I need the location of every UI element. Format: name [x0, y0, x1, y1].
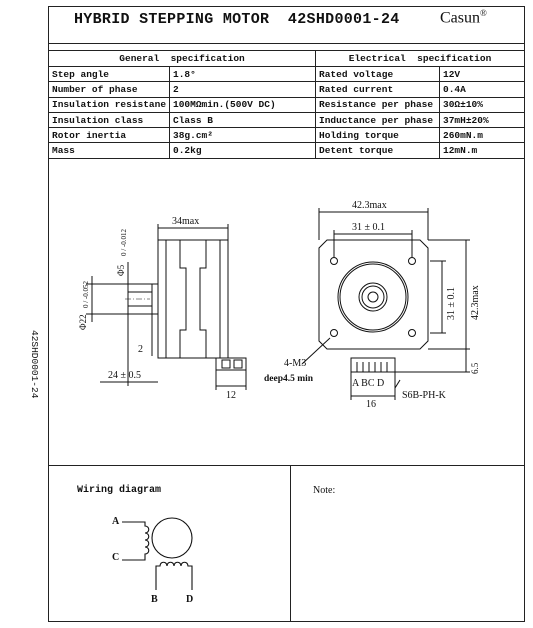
spec-value: 30Ω±10% [440, 97, 525, 112]
side-view [86, 224, 246, 390]
electrical-spec-header: Electrical specification [316, 51, 525, 67]
page-title: HYBRID STEPPING MOTOR 42SHD0001-24 [74, 11, 400, 28]
dim-hole-pitch-h: 31 ± 0.1 [352, 222, 385, 233]
dim-side-length: 34max [172, 216, 200, 227]
front-view [302, 208, 470, 400]
spec-label: Holding torque [316, 128, 440, 143]
mount-hole [409, 330, 416, 337]
wire-label-a: A [112, 516, 120, 527]
boss [152, 284, 158, 314]
spec-value: 100MΩmin.(500V DC) [170, 97, 316, 112]
dim-shaft-dia: Φ5 [116, 264, 126, 276]
spec-label: Rated voltage [316, 67, 440, 82]
spec-label: Resistance per phase [316, 97, 440, 112]
mount-hole [331, 330, 338, 337]
label-pins: A BC D [352, 378, 385, 389]
spec-value: 12V [440, 67, 525, 82]
general-spec-header: General specification [49, 51, 316, 67]
connector-front [351, 358, 395, 372]
spec-label: Detent torque [316, 143, 440, 158]
spec-value: 0.2kg [170, 143, 316, 158]
dim-shaft-length: 24 ± 0.5 [108, 370, 141, 381]
spec-value: 2 [170, 82, 316, 97]
spec-value: Class B [170, 112, 316, 127]
spec-label: Insulation class [49, 112, 170, 127]
mount-hole [409, 258, 416, 265]
dim-front-height: 42.3max [470, 285, 481, 320]
spec-label: Rated current [316, 82, 440, 97]
wire-label-b: B [151, 594, 158, 605]
spec-value: 37mH±20% [440, 112, 525, 127]
spec-value: 12mN.m [440, 143, 525, 158]
wire-label-c: C [112, 552, 120, 563]
registered-mark: ® [480, 8, 487, 18]
spec-value: 260mN.m [440, 128, 525, 143]
motor-body [158, 240, 228, 358]
dim-boss-tol: 0 / -0.052 [82, 280, 90, 308]
brand-name: Casun [440, 9, 480, 27]
dim-connector-offset: 6.5 [470, 362, 480, 374]
bottom-divider [290, 465, 291, 622]
mount-hole [331, 258, 338, 265]
spec-label: Mass [49, 143, 170, 158]
wiring-title: Wiring diagram [77, 485, 162, 496]
side-model-label: 42SHD0001-24 [29, 330, 40, 399]
dim-front-width: 42.3max [352, 200, 387, 211]
dim-hole-pitch-v: 31 ± 0.1 [446, 287, 457, 320]
dim-connector-length: 12 [226, 390, 236, 401]
label-connector: S6B-PH-K [402, 390, 446, 401]
spec-label: Rotor inertia [49, 128, 170, 143]
dim-shaft-tol: 0 / -0.012 [120, 228, 128, 256]
spec-label: Step angle [49, 67, 170, 82]
spec-value: 38g.cm² [170, 128, 316, 143]
dim-boss-length: 2 [138, 344, 143, 355]
wire-label-d: D [186, 594, 194, 605]
spec-value: 1.8° [170, 67, 316, 82]
spec-value: 0.4A [440, 82, 525, 97]
spec-label: Inductance per phase [316, 112, 440, 127]
spec-label: Insulation resistane [49, 97, 170, 112]
dim-connector-width: 16 [366, 399, 376, 410]
label-mount-holes: 4-M3 [284, 358, 307, 369]
spec-label: Number of phase [49, 82, 170, 97]
note-label: Note: [313, 485, 336, 496]
dim-boss-dia: Φ22 [78, 314, 88, 330]
label-hole-depth: deep4.5 min [264, 374, 314, 384]
